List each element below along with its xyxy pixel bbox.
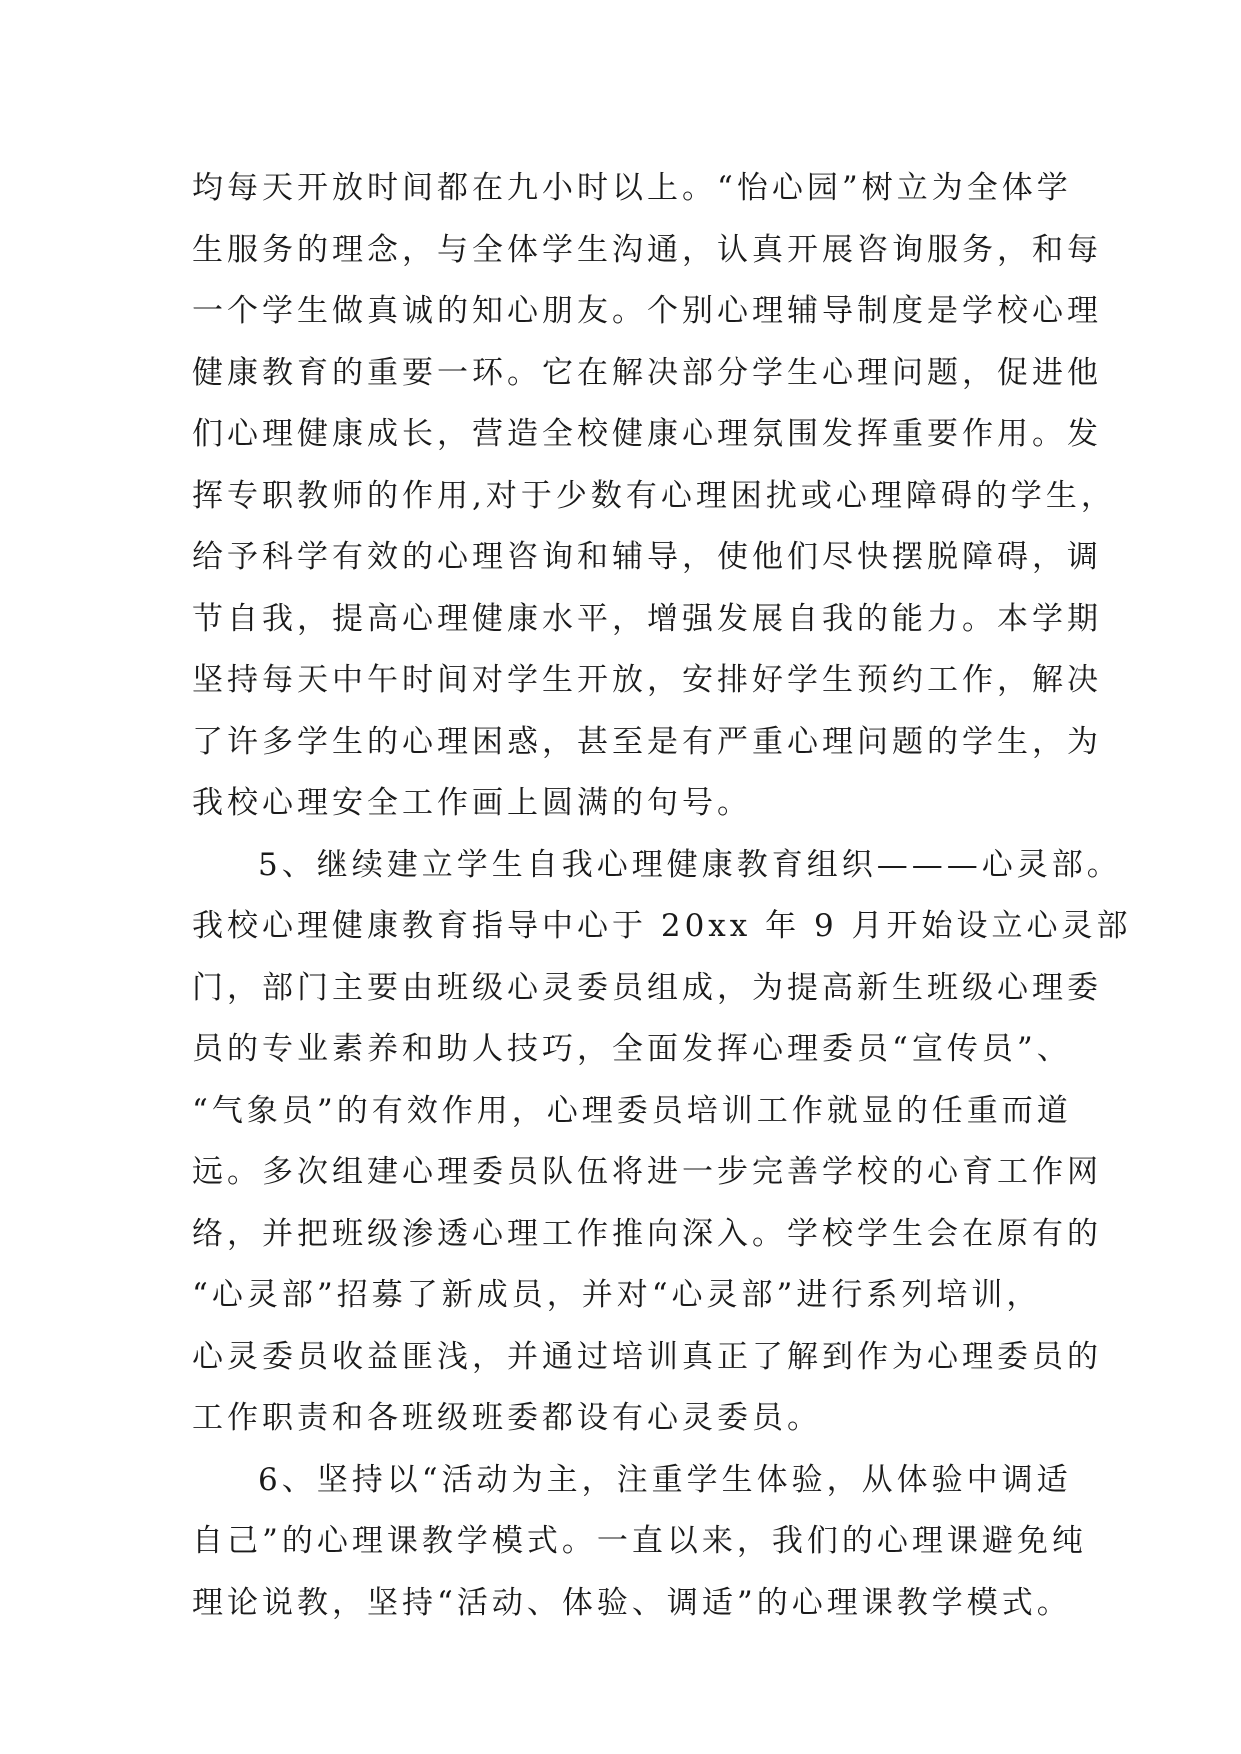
text-line: 们心理健康成长，营造全校健康心理氛围发挥重要作用。发	[192, 416, 1102, 452]
text-line: 理论说教，坚持“活动、体验、调适”的心理课教学模式。	[192, 1584, 1072, 1621]
text-line: 门，部门主要由班级心灵委员组成，为提高新生班级心理委	[192, 969, 1102, 1006]
paragraph-5-heading: 5、继续建立学生自我心理健康教育组织———心灵部。	[258, 846, 1122, 883]
text-line: 挥专职教师的作用,对于少数有心理困扰或心理障碍的学生，	[192, 477, 1116, 514]
text-line: 均每天开放时间都在九小时以上。“怡心园”树立为全体学	[192, 170, 1072, 206]
text-line: 远。多次组建心理委员队伍将进一步完善学校的心育工作网	[192, 1154, 1102, 1190]
text-line: 心灵委员收益匪浅，并通过培训真正了解到作为心理委员的	[192, 1338, 1102, 1375]
text-line: 络，并把班级渗透心理工作推向深入。学校学生会在原有的	[192, 1215, 1102, 1252]
text-line: 节自我，提高心理健康水平，增强发展自我的能力。本学期	[192, 600, 1102, 637]
text-line: 生服务的理念，与全体学生沟通，认真开展咨询服务，和每	[192, 231, 1102, 268]
text-line: 自己”的心理课教学模式。一直以来，我们的心理课避免纯	[192, 1523, 1087, 1559]
text-line: “心灵部”招募了新成员，并对“心灵部”进行系列培训，	[192, 1277, 1042, 1313]
text-line: 给予科学有效的心理咨询和辅导，使他们尽快摆脱障碍，调	[192, 539, 1102, 575]
text-line: 我校心理安全工作画上圆满的句号。	[192, 785, 752, 821]
text-line: 一个学生做真诚的知心朋友。个别心理辅导制度是学校心理	[192, 293, 1102, 329]
text-line: 健康教育的重要一环。它在解决部分学生心理问题，促进他	[192, 354, 1102, 391]
text-line: 坚持每天中午时间对学生开放，安排好学生预约工作，解决	[192, 662, 1102, 698]
body-text	[192, 158, 1132, 1634]
text-line: “气象员”的有效作用，心理委员培训工作就显的任重而道	[192, 1092, 1072, 1129]
text-line: 工作职责和各班级班委都设有心灵委员。	[192, 1400, 822, 1436]
text-line: 了许多学生的心理困惑，甚至是有严重心理问题的学生，为	[192, 723, 1102, 760]
text-line: 我校心理健康教育指导中心于 20xx 年 9 月开始设立心灵部	[192, 908, 1132, 944]
paragraph-6-heading: 6、坚持以“活动为主，注重学生体验，从体验中调适	[258, 1461, 1072, 1498]
text-line: 员的专业素养和助人技巧，全面发挥心理委员“宣传员”、	[192, 1031, 1072, 1067]
